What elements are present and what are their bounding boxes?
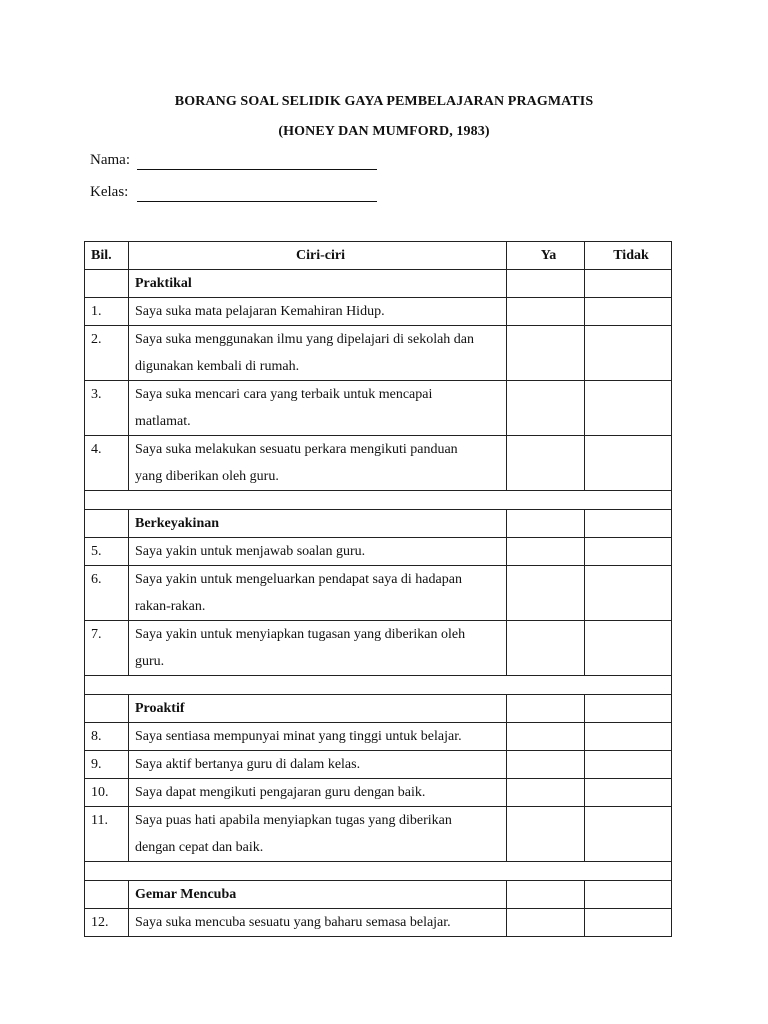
table-row: [85, 723, 672, 751]
ya-cell[interactable]: [507, 510, 585, 538]
item-text-line: Saya dapat mengikuti pengajaran guru dengan baik.: [135, 785, 426, 800]
table-row: [85, 326, 672, 381]
item-number: 3.: [85, 381, 129, 436]
item-text-line: Saya suka mencuba sesuatu yang baharu semasa belajar.: [135, 915, 451, 930]
tidak-checkbox-cell[interactable]: [585, 909, 672, 937]
tidak-checkbox-cell[interactable]: [585, 751, 672, 779]
item-text: [129, 751, 507, 779]
ya-checkbox-cell[interactable]: [507, 436, 585, 491]
table-row: [85, 566, 672, 621]
table-row: [85, 751, 672, 779]
section-title: Praktikal: [129, 270, 507, 298]
spacer-cell: [85, 491, 672, 510]
section-row: [85, 510, 672, 538]
class-label: Kelas:: [90, 184, 129, 200]
item-number: 12.: [85, 909, 129, 937]
name-field: [90, 152, 130, 169]
table-row: [85, 381, 672, 436]
tidak-checkbox-cell[interactable]: [585, 779, 672, 807]
item-text: [129, 909, 507, 937]
item-text: [129, 723, 507, 751]
item-number: 10.: [85, 779, 129, 807]
item-text-line: Saya suka mencari cara yang terbaik untuk mencapai: [135, 387, 433, 402]
ya-checkbox-cell[interactable]: [507, 779, 585, 807]
tidak-checkbox-cell[interactable]: [585, 538, 672, 566]
form-subtitle: (HONEY DAN MUMFORD, 1983): [278, 124, 490, 139]
tidak-cell[interactable]: [585, 510, 672, 538]
section-row: [85, 881, 672, 909]
table-row: [85, 909, 672, 937]
item-text: [129, 621, 507, 676]
item-text: [129, 298, 507, 326]
table-row: [85, 538, 672, 566]
spacer-row: [85, 862, 672, 881]
item-text: [129, 436, 507, 491]
item-text-line: Saya suka mata pelajaran Kemahiran Hidup.: [135, 304, 385, 319]
item-number: 4.: [85, 436, 129, 491]
ya-checkbox-cell[interactable]: [507, 909, 585, 937]
tidak-checkbox-cell[interactable]: [585, 723, 672, 751]
item-text-line: Saya suka melakukan sesuatu perkara mengikuti panduan: [135, 442, 458, 457]
item-text-line: rakan-rakan.: [135, 599, 206, 614]
spacer-row: [85, 676, 672, 695]
name-blank-line[interactable]: [137, 169, 377, 170]
ya-checkbox-cell[interactable]: [507, 807, 585, 862]
section-title: Gemar Mencuba: [129, 881, 507, 909]
tidak-checkbox-cell[interactable]: [585, 807, 672, 862]
table-row: [85, 779, 672, 807]
section-row: [85, 695, 672, 723]
item-number: 7.: [85, 621, 129, 676]
ya-cell[interactable]: [507, 881, 585, 909]
header-ciri: Ciri-ciri: [129, 242, 507, 270]
tidak-checkbox-cell[interactable]: [585, 436, 672, 491]
item-number: 9.: [85, 751, 129, 779]
item-text-line: guru.: [135, 654, 165, 669]
table-row: [85, 621, 672, 676]
item-text: [129, 538, 507, 566]
table-row: [85, 436, 672, 491]
item-text: [129, 807, 507, 862]
item-text-line: matlamat.: [135, 414, 191, 429]
item-text-line: Saya suka menggunakan ilmu yang dipelajari di sekolah dan: [135, 332, 475, 347]
tidak-checkbox-cell[interactable]: [585, 381, 672, 436]
ya-checkbox-cell[interactable]: [507, 751, 585, 779]
item-number: 6.: [85, 566, 129, 621]
section-bil-cell: [85, 881, 129, 909]
table-header-row: [85, 242, 672, 270]
item-text-line: Saya aktif bertanya guru di dalam kelas.: [135, 757, 361, 772]
item-number: 5.: [85, 538, 129, 566]
item-text-line: dengan cepat dan baik.: [135, 840, 264, 855]
name-label: Nama:: [90, 152, 130, 168]
form-title: BORANG SOAL SELIDIK GAYA PEMBELAJARAN PRAGMATIS: [174, 94, 594, 109]
tidak-cell[interactable]: [585, 881, 672, 909]
header-tidak: Tidak: [585, 242, 672, 270]
tidak-cell[interactable]: [585, 270, 672, 298]
table-row: [85, 298, 672, 326]
spacer-cell: [85, 862, 672, 881]
item-text-line: digunakan kembali di rumah.: [135, 359, 300, 374]
tidak-checkbox-cell[interactable]: [585, 621, 672, 676]
item-number: 2.: [85, 326, 129, 381]
ya-checkbox-cell[interactable]: [507, 381, 585, 436]
item-text: [129, 381, 507, 436]
item-text: [129, 779, 507, 807]
ya-checkbox-cell[interactable]: [507, 566, 585, 621]
ya-checkbox-cell[interactable]: [507, 621, 585, 676]
ya-checkbox-cell[interactable]: [507, 326, 585, 381]
section-bil-cell: [85, 270, 129, 298]
ya-cell[interactable]: [507, 270, 585, 298]
header-bil: Bil.: [85, 242, 129, 270]
tidak-checkbox-cell[interactable]: [585, 566, 672, 621]
item-text: [129, 566, 507, 621]
ya-cell[interactable]: [507, 695, 585, 723]
header-ya: Ya: [507, 242, 585, 270]
class-field: [90, 184, 128, 201]
class-blank-line[interactable]: [137, 201, 377, 202]
section-bil-cell: [85, 695, 129, 723]
item-text-line: Saya yakin untuk mengeluarkan pendapat saya di hadapan: [135, 572, 462, 587]
item-text-line: Saya yakin untuk menjawab soalan guru.: [135, 544, 366, 559]
item-number: 8.: [85, 723, 129, 751]
spacer-cell: [85, 676, 672, 695]
table-row: [85, 807, 672, 862]
tidak-checkbox-cell[interactable]: [585, 298, 672, 326]
tidak-checkbox-cell[interactable]: [585, 326, 672, 381]
ya-checkbox-cell[interactable]: [507, 723, 585, 751]
spacer-row: [85, 491, 672, 510]
section-row: [85, 270, 672, 298]
item-text-line: Saya sentiasa mempunyai minat yang tinggi untuk belajar.: [135, 729, 462, 744]
item-text: [129, 326, 507, 381]
ya-checkbox-cell[interactable]: [507, 538, 585, 566]
tidak-cell[interactable]: [585, 695, 672, 723]
table-body: [85, 270, 672, 937]
ya-checkbox-cell[interactable]: [507, 298, 585, 326]
item-number: 11.: [85, 807, 129, 862]
item-text-line: Saya yakin untuk menyiapkan tugasan yang diberikan oleh: [135, 627, 466, 642]
item-number: 1.: [85, 298, 129, 326]
section-title: Berkeyakinan: [129, 510, 507, 538]
section-title: Proaktif: [129, 695, 507, 723]
item-text-line: Saya puas hati apabila menyiapkan tugas yang diberikan: [135, 813, 452, 828]
section-bil-cell: [85, 510, 129, 538]
questionnaire-table: [84, 241, 672, 937]
item-text-line: yang diberikan oleh guru.: [135, 469, 279, 484]
